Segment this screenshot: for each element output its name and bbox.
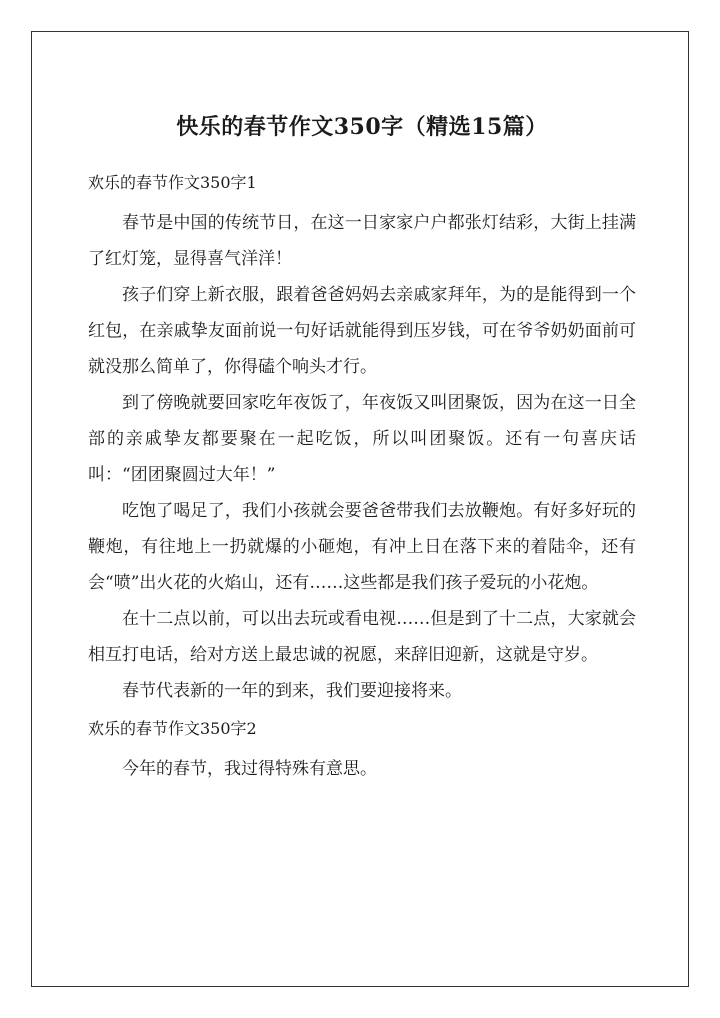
paragraph: 今年的春节，我过得特殊有意思。 [122, 759, 377, 779]
paragraph: 在十二点以前，可以出去玩或看电视……但是到了十二点，大家就会相互打电话，给对方送上最忠诚的祝愿，来辞旧迎新，这就是守岁。 [88, 609, 636, 665]
document-title: 快乐的春节作文350字（精选15篇） [176, 114, 548, 140]
paragraph: 春节是中国的传统节日，在这一日家家户户都张灯结彩，大街上挂满了红灯笼，显得喜气洋洋！ [88, 213, 636, 269]
document-body [88, 110, 636, 787]
section-heading: 欢乐的春节作文350字2 [88, 719, 257, 738]
paragraph: 吃饱了喝足了，我们小孩就会要爸爸带我们去放鞭炮。有好多好玩的鞭炮，有往地上一扔就爆的小砸炮，有冲上日在落下来的着陆伞，还有会“喷”出火花的火焰山，还有……这些都是我们孩子爱玩的小花炮。 [88, 501, 636, 593]
paragraph: 到了傍晚就要回家吃年夜饭了，年夜饭又叫团聚饭，因为在这一日全部的亲戚挚友都要聚在一起吃饭，所以叫团聚饭。还有一句喜庆话叫：“团团聚圆过大年！” [88, 393, 636, 485]
paragraph: 春节代表新的一年的到来，我们要迎接将来。 [122, 681, 462, 701]
paragraph: 孩子们穿上新衣服，跟着爸爸妈妈去亲戚家拜年，为的是能得到一个红包，在亲戚挚友面前说一句好话就能得到压岁钱，可在爷爷奶奶面前可就没那么简单了，你得磕个响头才行。 [88, 285, 636, 377]
essay-section-2 [88, 717, 636, 787]
section-heading: 欢乐的春节作文350字1 [88, 173, 257, 192]
essay-section-1 [88, 171, 636, 709]
